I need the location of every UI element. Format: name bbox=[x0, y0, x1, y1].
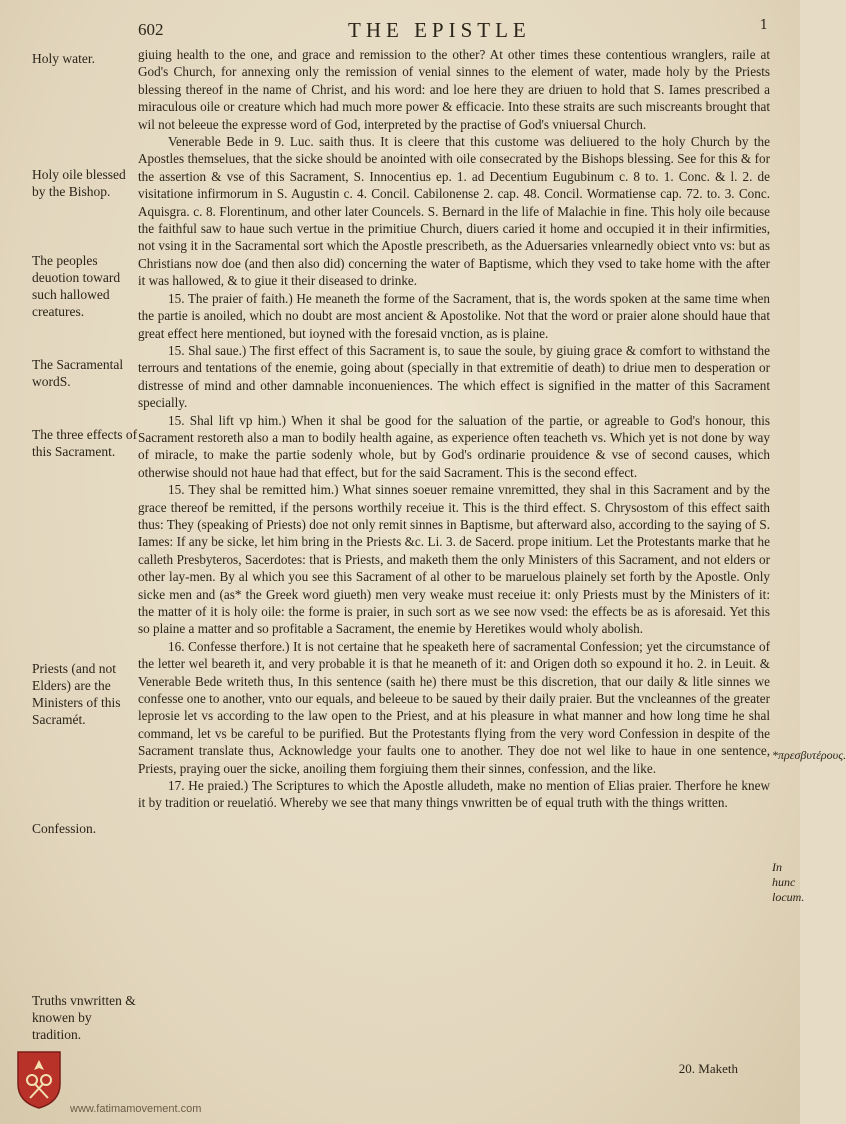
page-number: 602 bbox=[138, 20, 164, 39]
paragraph-he-praied: 17. He praied.) The Scriptures to which the Apostle alludeth, make no mention of Elias praier. Therfore he knew it by tradition or reuelatió. Whereby we see that many things vnwritten be of equal truth with the things written. bbox=[138, 778, 770, 811]
body-text bbox=[138, 46, 770, 812]
side-note-truths-vnwritten: Truths vnwritten & knowen by tradition. bbox=[32, 993, 136, 1042]
paragraph-praier-of-faith: 15. The praier of faith.) He meaneth the forme of the Sacrament, that is, the words spoken at the same time when the partie is anoiled, which no doubt are most ancient & Apostolike. Not that the word or praier alone should haue that great effect here mentioned, but ioyned with the foresaid vnction, as is plaine. bbox=[138, 290, 770, 341]
paragraph-holy-water: giuing health to the one, and grace and remission to the other? At other times these contentious wranglers, raile at God's Church, for annexing only the remission of venial sinnes to the element of water, made holy by the Priests blessing thereof in the name of Christ, and his word: and loe here they are driuen to hold that S. Iames prescribed a miraculous oile or creature which had much more power & efficacie. Into these straits are such miscreants brought that wil not beleeue the expresse word of God, interpreted by the practise of God's vniuersal Church. bbox=[138, 47, 770, 132]
side-note-sacramental-words: The Sacramental wordS. bbox=[32, 357, 124, 389]
side-note-greek-word: *πρεσβυτέρους. bbox=[772, 748, 846, 762]
side-note-priests-ministers: Priests (and not Elders) are the Ministers of this Sacramét. bbox=[32, 661, 121, 727]
page-header bbox=[138, 14, 768, 42]
running-title: THE EPISTLE bbox=[348, 18, 531, 42]
side-note-holy-oile: Holy oile blessed by the Bishop. bbox=[32, 167, 126, 199]
catchword: 20. Maketh bbox=[678, 1061, 738, 1076]
paragraph-confesse: 16. Confesse therfore.) It is not certaine that he speaketh here of sacramental Confession; yet the circumstance of the letter wel beareth it, and very probable it is that he meaneth of it: and Origen doth so expound it ho. 2. in Leuit. & Venerable Bede writeth thus, In this sentence (saith he) there must be this discretion, that our daily & litle sinnes we confesse one to another, vnto our equals, and beleeue to be saued by their daily praier. But the vncleannes of the greater leprosie let vs according to the law open to the Priest, and at his pleasure in what manner and how long time he shal command, let vs be careful to be purified. But the Protestants flying from the very word Confession in despite of the Sacrament translate thus, Acknowledge your faults one to another. They doe not wel like to haue in one sentence, Priests, praying ouer the sicke, anoiling them forgiuing them their sinnes, confession, and the like. bbox=[138, 638, 770, 776]
side-note-peoples-deuotion: The peoples deuotion toward such hallowed creatures. bbox=[32, 253, 121, 319]
side-note-confession: Confession. bbox=[32, 821, 97, 836]
side-note-holy-water: Holy water. bbox=[32, 51, 95, 66]
footer-url[interactable]: www.fatimamovement.com bbox=[70, 1103, 202, 1115]
side-note-in-hunc-locum: In hunc locum. bbox=[772, 860, 805, 904]
paragraph-shal-lift-vp: 15. Shal lift vp him.) When it shal be good for the saluation of the partie, or agreable to God's honour, this Sacrament restoreth also a man to bodily health againe, as experience often teacheth vs. Which yet is not done by way of miracle, to make the partie sodenly whole, but by God's ordinarie prouidence & vse of second causes, which otherwise should not haue had that effect, but for the said Sacrament. This is the second effect. bbox=[138, 412, 770, 480]
paragraph-remitted: 15. They shal be remitted him.) What sinnes soeuer remaine vnremitted, they shal in this Sacrament and by the grace thereof be remitted, if the persons worthily receiue it. This is the third effect. S. Chrysostom of this effect saith thus: They (speaking of Priests) doe not only remit sinnes in Baptisme, but afterward also, according to the saying of S. Iames: If any be sicke, let him bring in the Priests &c. Li. 3. de Sacerd. prope initium. Let the Protestants marke that he calleth Presbyteros, Sacerdotes: that is Priests, and maketh them the only Ministers of this Sacrament, and not elders or other lay-men. By al which you see this Sacrament of al other to be maruelous plainely set forth by the Apostle. Only sicke men and (as* the Greek word giueth) men very weake must receiue it: only Priests must by the Ministers of it: the matter of it is holy oile: the forme is praier, in such sort as we see now vsed: the effects be as is aforesaid. Yet this so plaine a matter and so profitable a Sacrament, the enemie by Heretikes would wholy abolish. bbox=[138, 482, 770, 637]
corner-mark: 1 bbox=[759, 18, 768, 33]
side-note-three-effects: The three effects of this Sacrament. bbox=[32, 427, 138, 459]
paragraph-shal-saue: 15. Shal saue.) The first effect of this Sacrament is, to saue the soule, by giuing grace & comfort to withstand the terrours and tentations of the enemie, going about (specially in that extremitie of death) to driue men to desperation or distresse of mind and other damnable inconueniences. The which effect is signified in the matter of this Sacrament specially. bbox=[138, 342, 770, 411]
papal-seal-logo bbox=[14, 1048, 64, 1110]
paragraph-venerable-bede: Venerable Bede in 9. Luc. saith thus. It is cleere that this custome was deliuered to the holy Church by the Apostles themselues, that the sicke should be anointed with oile consecrated by the Bishops blessing. See for this & for the assertion & vse of this Sacrament, S. Innocentius ep. 1. ad Decentium Eugubinum c. 8 to. 1. Conc. & l. 2. de visitatione infirmorum in S. Augustin c. 4. Concil. Cabilonense 2. cap. 48. Concil. Wormatiense cap. 72. to. 3. Conc. Aquisgra. c. 8. Florentinum, and other later Councels. S. Bernard in the life of Malachie in fine. This holy oile because the faithful saw to haue such vertue in the primitiue Church, diuers caried it home and occupied it in their infirmities, not vsing it in the Sacramental sort which the Apostle prescribeth, as the Aduersaries vnlearnedly obiect vnto vs: but as Christians now doe (and then also did) concerning the water of Baptisme, which they vsed to take home with the after it was hallowed, & to giue it their diseased to drinke. bbox=[138, 134, 770, 289]
